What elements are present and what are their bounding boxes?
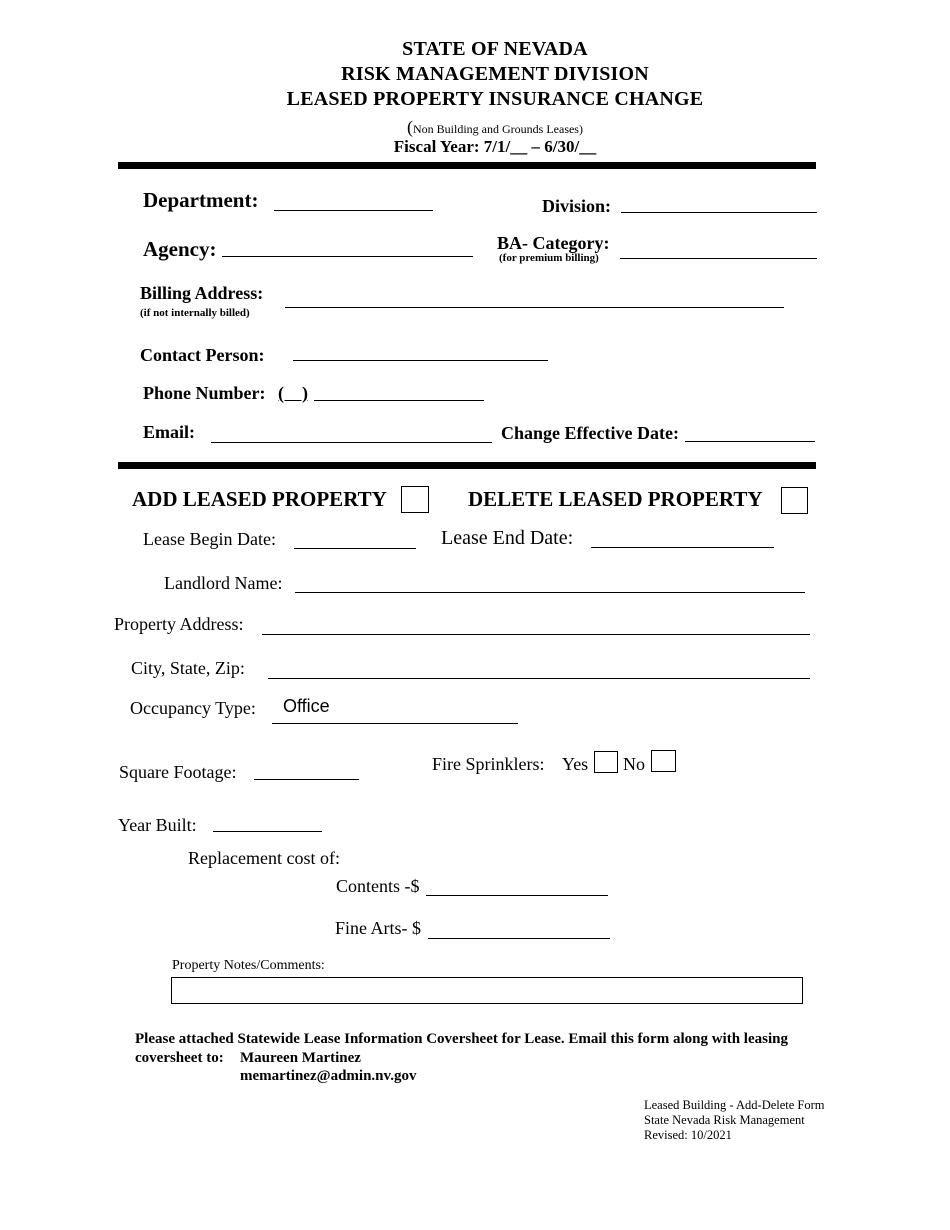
form-title-state: STATE OF NEVADA [402,38,588,60]
division-label: Division: [542,196,612,216]
phone-area-code: ( ) [278,383,308,403]
contents-label: Contents -$ [336,876,420,896]
occupancy-type-value[interactable]: Office [283,696,330,716]
property-notes-textbox[interactable] [171,977,803,1004]
property-address-label: Property Address: [114,614,244,634]
square-footage-label: Square Footage: [119,762,237,782]
square-footage-field[interactable] [254,779,359,780]
section-divider-top [118,162,816,169]
property-address-field[interactable] [262,634,810,635]
form-title-division: RISK MANAGEMENT DIVISION [341,63,649,85]
property-notes-label: Property Notes/Comments: [172,958,325,973]
department-field[interactable] [274,210,433,211]
phone-number-label: Phone Number: [143,383,266,403]
division-field[interactable] [621,212,817,213]
add-leased-property-checkbox[interactable] [401,486,429,513]
agency-field[interactable] [222,256,473,257]
fire-sprinklers-yes-checkbox[interactable] [594,751,618,773]
ba-category-label: BA- Category: [497,233,610,253]
agency-label: Agency: [143,237,217,261]
instructions-text: Please attached Statewide Lease Information Coversheet for Lease. Email this form along with leasing [135,1031,788,1047]
lease-end-date-label: Lease End Date: [441,527,574,549]
footer-organization: State Nevada Risk Management [644,1113,805,1127]
delete-leased-property-checkbox[interactable] [781,487,808,514]
billing-address-note: (if not internally billed) [140,307,250,319]
occupancy-type-label: Occupancy Type: [130,698,256,718]
fire-sprinklers-yes-label: Yes [562,754,589,774]
email-field[interactable] [211,442,492,443]
lease-begin-date-label: Lease Begin Date: [143,529,276,549]
landlord-name-field[interactable] [295,592,805,593]
change-effective-date-field[interactable] [685,441,815,442]
fine-arts-label: Fine Arts- $ [335,918,422,938]
ba-category-field[interactable] [620,258,817,259]
replacement-cost-label: Replacement cost of: [188,848,340,868]
department-label: Department: [143,188,259,212]
fiscal-year: Fiscal Year: 7/1/__ – 6/30/__ [393,137,597,156]
add-leased-property-label: ADD LEASED PROPERTY [132,487,387,511]
year-built-field[interactable] [213,831,322,832]
footer-revision: Revised: 10/2021 [644,1128,732,1142]
fire-sprinklers-no-checkbox[interactable] [651,750,676,772]
form-subtitle: (Non Building and Grounds Leases) [407,117,583,137]
change-effective-date-label: Change Effective Date: [501,423,679,443]
ba-category-note: (for premium billing) [499,252,599,264]
phone-number-field[interactable] [314,400,484,401]
contents-value-field[interactable] [426,895,608,896]
instructions-coversheet-to: coversheet to: [135,1050,224,1066]
contact-person-label: Contact Person: [140,345,265,365]
delete-leased-property-label: DELETE LEASED PROPERTY [468,487,763,511]
year-built-label: Year Built: [118,815,197,835]
contact-name: Maureen Martinez [240,1050,361,1066]
contact-email: memartinez@admin.nv.gov [240,1068,417,1084]
lease-begin-date-field[interactable] [294,548,416,549]
city-state-zip-label: City, State, Zip: [131,658,245,678]
city-state-zip-field[interactable] [268,678,810,679]
occupancy-type-field[interactable] [272,723,518,724]
lease-end-date-field[interactable] [591,547,774,548]
section-divider-middle [118,462,816,469]
fine-arts-value-field[interactable] [428,938,610,939]
footer-form-name: Leased Building - Add-Delete Form [644,1098,825,1112]
landlord-name-label: Landlord Name: [164,573,283,593]
contact-person-field[interactable] [293,360,548,361]
billing-address-label: Billing Address: [140,283,264,303]
fire-sprinklers-label: Fire Sprinklers: [432,754,545,774]
email-label: Email: [143,422,195,442]
form-title-form-name: LEASED PROPERTY INSURANCE CHANGE [286,88,704,110]
billing-address-field[interactable] [285,307,784,308]
fire-sprinklers-no-label: No [623,754,645,774]
